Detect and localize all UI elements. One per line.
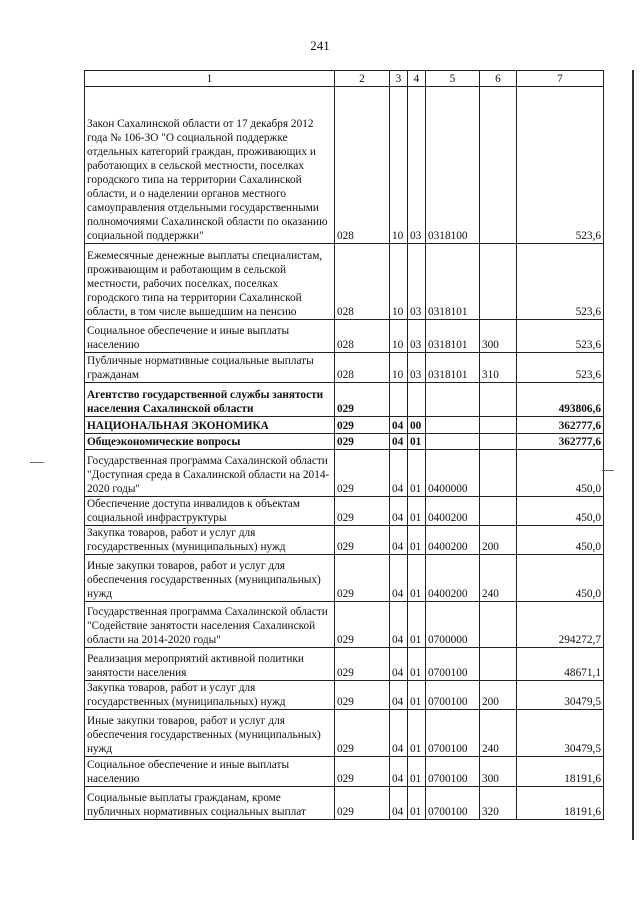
row-section: 04: [390, 648, 408, 681]
row-expense-type: 200: [480, 526, 517, 555]
row-section: 04: [390, 526, 408, 555]
row-section: 10: [390, 320, 408, 353]
table-row: [85, 787, 604, 820]
row-section: 04: [390, 417, 408, 434]
row-section: 10: [390, 353, 408, 383]
row-expense-type: 200: [480, 681, 517, 710]
row-admin-code: 029: [335, 383, 390, 417]
margin-mark: [30, 462, 44, 463]
row-section: 04: [390, 787, 408, 820]
row-expense-type: [480, 434, 517, 450]
row-amount: 362777,6: [517, 417, 604, 434]
row-expense-type: [480, 87, 517, 244]
table-row: [85, 681, 604, 710]
row-target-article: 0318101: [426, 320, 480, 353]
column-header: 7: [517, 71, 604, 87]
row-expense-type: [480, 244, 517, 320]
row-subsection: 01: [408, 450, 426, 497]
row-description: Публичные нормативные социальные выплаты гражданам: [85, 353, 335, 383]
column-header: 1: [85, 71, 335, 87]
column-header: 5: [426, 71, 480, 87]
row-target-article: [426, 383, 480, 417]
row-amount: 450,0: [517, 555, 604, 602]
row-amount: 450,0: [517, 450, 604, 497]
row-amount: 30479,5: [517, 681, 604, 710]
table-row: [85, 434, 604, 450]
table-row: [85, 450, 604, 497]
row-target-article: 0318101: [426, 244, 480, 320]
row-subsection: 01: [408, 648, 426, 681]
scan-edge-line: [632, 70, 634, 840]
table-row: [85, 526, 604, 555]
row-expense-type: [480, 383, 517, 417]
row-section: 04: [390, 434, 408, 450]
row-expense-type: 240: [480, 710, 517, 757]
row-expense-type: [480, 648, 517, 681]
row-amount: 18191,6: [517, 787, 604, 820]
row-admin-code: 029: [335, 648, 390, 681]
row-description: Агентство государственной службы занятости населения Сахалинской области: [85, 383, 335, 417]
row-expense-type: 240: [480, 555, 517, 602]
row-description: НАЦИОНАЛЬНАЯ ЭКОНОМИКА: [85, 417, 335, 434]
row-subsection: 01: [408, 526, 426, 555]
row-amount: 362777,6: [517, 434, 604, 450]
row-subsection: 03: [408, 353, 426, 383]
row-target-article: 0400000: [426, 450, 480, 497]
margin-mark: [602, 470, 614, 471]
row-admin-code: 029: [335, 757, 390, 787]
column-header: 3: [390, 71, 408, 87]
table-row: [85, 320, 604, 353]
table-row: [85, 555, 604, 602]
row-description: Иные закупки товаров, работ и услуг для обеспечения государственных (муниципальных) нужд: [85, 555, 335, 602]
row-target-article: [426, 417, 480, 434]
row-section: 10: [390, 87, 408, 244]
table-row: [85, 497, 604, 526]
row-subsection: 01: [408, 555, 426, 602]
row-admin-code: 029: [335, 417, 390, 434]
row-section: 10: [390, 244, 408, 320]
row-description: Иные закупки товаров, работ и услуг для обеспечения государственных (муниципальных) нужд: [85, 710, 335, 757]
row-section: 04: [390, 710, 408, 757]
row-expense-type: [480, 602, 517, 648]
row-amount: 294272,7: [517, 602, 604, 648]
row-expense-type: 300: [480, 320, 517, 353]
row-expense-type: 310: [480, 353, 517, 383]
row-amount: 48671,1: [517, 648, 604, 681]
row-amount: 450,0: [517, 526, 604, 555]
table-row: [85, 87, 604, 244]
row-subsection: 00: [408, 417, 426, 434]
row-amount: 493806,6: [517, 383, 604, 417]
row-subsection: 03: [408, 244, 426, 320]
table-row: [85, 383, 604, 417]
row-description: Социальное обеспечение и иные выплаты населению: [85, 757, 335, 787]
row-expense-type: [480, 450, 517, 497]
row-target-article: 0700100: [426, 787, 480, 820]
row-target-article: 0700100: [426, 757, 480, 787]
column-header-row: [85, 71, 604, 87]
table-row: [85, 417, 604, 434]
row-subsection: 01: [408, 710, 426, 757]
row-section: 04: [390, 757, 408, 787]
row-description: Закупка товаров, работ и услуг для государственных (муниципальных) нужд: [85, 681, 335, 710]
row-section: 04: [390, 450, 408, 497]
row-expense-type: 300: [480, 757, 517, 787]
column-header: 2: [335, 71, 390, 87]
row-target-article: 0700100: [426, 681, 480, 710]
row-admin-code: 028: [335, 244, 390, 320]
row-subsection: [408, 383, 426, 417]
row-target-article: [426, 434, 480, 450]
column-header: 4: [408, 71, 426, 87]
budget-table: [84, 70, 604, 820]
table-row: [85, 648, 604, 681]
row-description: Государственная программа Сахалинской области "Содействие занятости населения Сахалинской области на 2014-2020 годы": [85, 602, 335, 648]
row-subsection: 01: [408, 757, 426, 787]
row-admin-code: 029: [335, 434, 390, 450]
row-section: 04: [390, 602, 408, 648]
row-description: Общеэкономические вопросы: [85, 434, 335, 450]
table-row: [85, 602, 604, 648]
row-section: 04: [390, 497, 408, 526]
row-description: Государственная программа Сахалинской области "Доступная среда в Сахалинской области на 2014-2020 годы": [85, 450, 335, 497]
row-amount: 450,0: [517, 497, 604, 526]
row-admin-code: 028: [335, 87, 390, 244]
row-expense-type: 320: [480, 787, 517, 820]
table-row: [85, 353, 604, 383]
row-admin-code: 029: [335, 602, 390, 648]
row-subsection: 03: [408, 87, 426, 244]
row-admin-code: 029: [335, 787, 390, 820]
row-target-article: 0400200: [426, 497, 480, 526]
row-admin-code: 029: [335, 710, 390, 757]
row-subsection: 03: [408, 320, 426, 353]
column-header: 6: [480, 71, 517, 87]
row-admin-code: 028: [335, 320, 390, 353]
row-target-article: 0700100: [426, 710, 480, 757]
row-admin-code: 029: [335, 555, 390, 602]
page-number: 241: [310, 38, 330, 53]
row-target-article: 0700100: [426, 648, 480, 681]
row-admin-code: 029: [335, 450, 390, 497]
row-amount: 523,6: [517, 244, 604, 320]
row-admin-code: 028: [335, 353, 390, 383]
table-row: [85, 710, 604, 757]
row-subsection: 01: [408, 681, 426, 710]
row-description: Обеспечение доступа инвалидов к объектам социальной инфраструктуры: [85, 497, 335, 526]
row-target-article: 0318100: [426, 87, 480, 244]
row-amount: 523,6: [517, 87, 604, 244]
row-description: Закон Сахалинской области от 17 декабря 2012 года № 106-ЗО "О социальной поддержке отдельных категорий граждан, проживающих и работающих в сельской местности, поселках городского типа на территории Сахалинской области, и о наделении органов местного самоуправления отдельными государственными полномочиями Сахалинской области по оказанию социальной поддержки": [85, 87, 335, 244]
row-admin-code: 029: [335, 497, 390, 526]
row-admin-code: 029: [335, 681, 390, 710]
row-target-article: 0700000: [426, 602, 480, 648]
row-description: Ежемесячные денежные выплаты специалистам, проживающим и работающим в сельской местности, рабочих поселках, поселках городского типа на территории Сахалинской области, в том числе вышедшим на пенсию: [85, 244, 335, 320]
row-expense-type: [480, 417, 517, 434]
row-section: 04: [390, 555, 408, 602]
row-subsection: 01: [408, 497, 426, 526]
row-admin-code: 029: [335, 526, 390, 555]
row-description: Социальное обеспечение и иные выплаты населению: [85, 320, 335, 353]
row-amount: 30479,5: [517, 710, 604, 757]
row-target-article: 0400200: [426, 526, 480, 555]
row-subsection: 01: [408, 602, 426, 648]
row-expense-type: [480, 497, 517, 526]
row-amount: 523,6: [517, 353, 604, 383]
table-row: [85, 244, 604, 320]
row-description: Социальные выплаты гражданам, кроме публичных нормативных социальных выплат: [85, 787, 335, 820]
row-subsection: 01: [408, 787, 426, 820]
row-subsection: 01: [408, 434, 426, 450]
row-target-article: 0400200: [426, 555, 480, 602]
row-section: 04: [390, 681, 408, 710]
row-amount: 18191,6: [517, 757, 604, 787]
row-amount: 523,6: [517, 320, 604, 353]
row-target-article: 0318101: [426, 353, 480, 383]
row-description: Реализация мероприятий активной политики занятости населения: [85, 648, 335, 681]
row-section: [390, 383, 408, 417]
row-description: Закупка товаров, работ и услуг для государственных (муниципальных) нужд: [85, 526, 335, 555]
table-row: [85, 757, 604, 787]
